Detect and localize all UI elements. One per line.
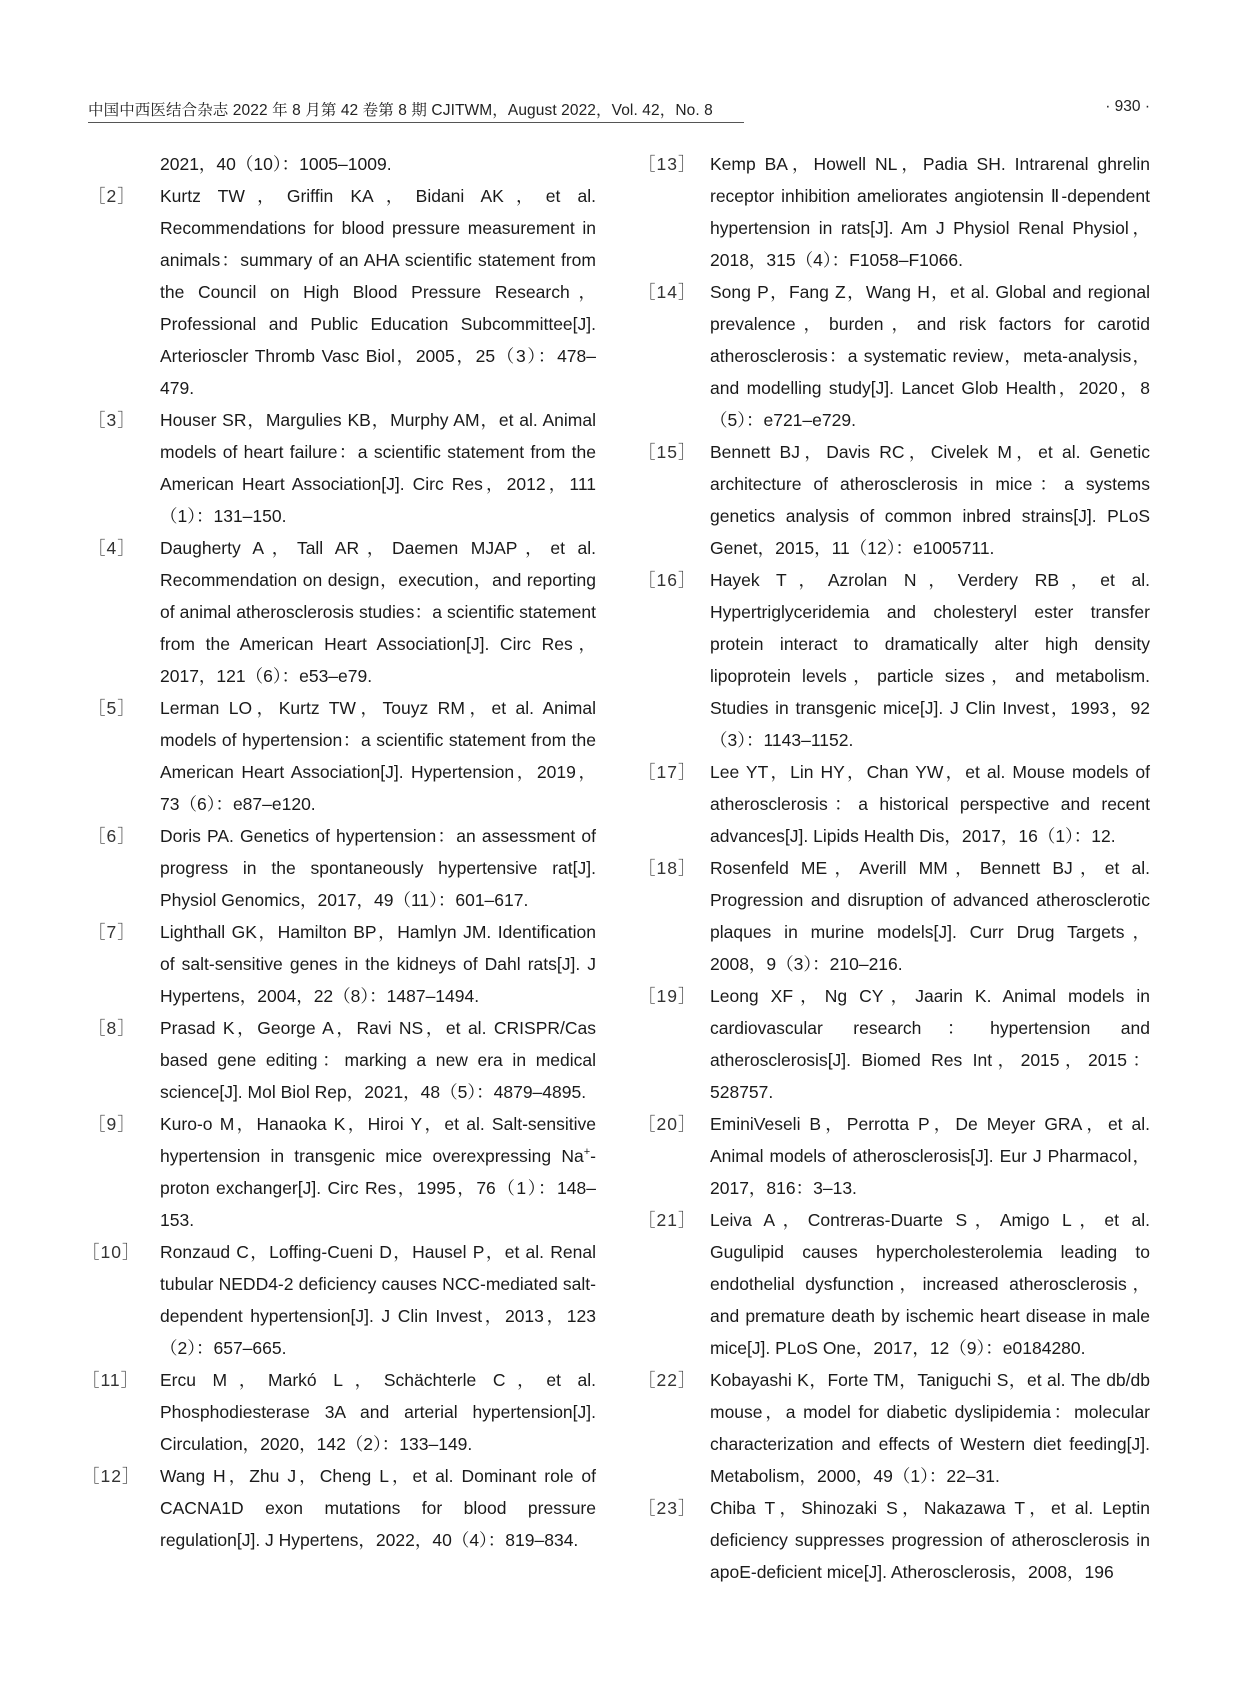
superscript-plus: + <box>583 1146 591 1159</box>
reference-number: ［14］ <box>638 282 697 302</box>
reference-text: Bennett BJ，Davis RC，Civelek M，et al. Genetic architecture of atherosclerosis in mice：a systems genetics analysis of common inbred strains[J]. PLoS Genet，2015，11（12）：e1005711. <box>710 442 1150 558</box>
reference-number: ［21］ <box>638 1210 697 1230</box>
reference-item <box>82 1236 596 1364</box>
reference-text: EminiVeseli B，Perrotta P，De Meyer GRA，et al. Animal models of atherosclerosis[J]. Eur J Pharmacol，2017，816：3–13. <box>710 1114 1150 1198</box>
reference-text: Ronzaud C，Loffing-Cueni D，Hausel P，et al. Renal tubular NEDD4-2 deficiency causes NCC-mediated salt-dependent hypertension[J]. J Clin Invest，2013，123（2）：657–665. <box>160 1242 596 1358</box>
reference-text: Kobayashi K，Forte TM，Taniguchi S，et al. The db/db mouse，a model for diabetic dyslipidemia：molecular characterization and effects of Western diet feeding[J]. Metabolism，2000，49（1）：22–31. <box>710 1370 1150 1486</box>
reference-item <box>88 532 596 692</box>
reference-item <box>638 1108 1150 1204</box>
reference-number: ［11］ <box>82 1370 140 1390</box>
reference-text: Lighthall GK，Hamilton BP，Hamlyn JM. Identification of salt-sensitive genes in the kidneys of Dahl rats[J]. J Hypertens，2004，22（8）：1487–1494. <box>160 922 596 1006</box>
reference-number: ［10］ <box>82 1242 141 1262</box>
reference-number: ［9］ <box>88 1114 136 1134</box>
reference-text-part: -proton exchanger[J]. Circ Res，1995，76（1）：148–153. <box>160 1146 596 1230</box>
reference-item <box>88 180 596 404</box>
journal-line: 中国中西医结合杂志 2022 年 8 月第 42 卷第 8 期 CJITWM，August 2022，Vol. 42，No. 8 <box>88 102 713 119</box>
reference-number: ［5］ <box>88 698 136 718</box>
reference-item <box>88 820 596 916</box>
reference-item <box>638 1364 1150 1492</box>
reference-text-part: Kuro-o M，Hanaoka K，Hiroi Y，et al. Salt-sensitive hypertension in transgenic mice overexpressing Na <box>160 1114 596 1166</box>
reference-number: ［22］ <box>638 1370 697 1390</box>
reference-number: ［20］ <box>638 1114 697 1134</box>
reference-number: ［2］ <box>88 186 136 206</box>
reference-item <box>638 564 1150 756</box>
reference-text: Leong XF，Ng CY，Jaarin K. Animal models in cardiovascular research：hypertension and atherosclerosis[J]. Biomed Res Int，2015，2015：528757. <box>710 986 1150 1102</box>
reference-text: Ercu M，Markó L，Schächterle C，et al. Phosphodiesterase 3A and arterial hypertension[J]. Circulation，2020，142（2）：133–149. <box>160 1370 596 1454</box>
reference-text: Doris PA. Genetics of hypertension：an assessment of progress in the spontaneously hypertensive rat[J]. Physiol Genomics，2017，49（11）：601–617. <box>160 826 596 910</box>
reference-text: Houser SR，Margulies KB，Murphy AM，et al. Animal models of heart failure：a scientific statement from the American Heart Association[J]. Circ Res，2012，111（1）：131–150. <box>160 410 596 526</box>
continuation-text: 2021，40（10）：1005–1009. <box>160 154 392 174</box>
reference-item <box>88 916 596 1012</box>
reference-item <box>88 1012 596 1108</box>
reference-number: ［12］ <box>82 1466 141 1486</box>
reference-item <box>638 1204 1150 1364</box>
reference-number: ［8］ <box>88 1018 136 1038</box>
reference-item <box>638 980 1150 1108</box>
right-column <box>638 148 1150 1588</box>
header-rule <box>88 122 744 123</box>
reference-text: Daugherty A，Tall AR，Daemen MJAP，et al. Recommendation on design，execution，and reporting of animal atherosclerosis studies：a scientific statement from the American Heart Association[J]. Circ Res，2017，121（6）：e53–e79. <box>160 538 596 686</box>
reference-text: Wang H，Zhu J，Cheng L，et al. Dominant role of CACNA1D exon mutations for blood pressure regulation[J]. J Hypertens，2022，40（4）：819–834. <box>160 1466 596 1550</box>
reference-number: ［17］ <box>638 762 697 782</box>
reference-item <box>638 148 1150 276</box>
reference-number: ［3］ <box>88 410 136 430</box>
reference-item <box>82 1364 596 1460</box>
reference-text: Lerman LO，Kurtz TW，Touyz RM，et al. Animal models of hypertension：a scientific statement from the American Heart Association[J]. Hypertension，2019，73（6）：e87–e120. <box>160 698 596 814</box>
reference-text: Kemp BA，Howell NL，Padia SH. Intrarenal ghrelin receptor inhibition ameliorates angiotensin Ⅱ-dependent hypertension in rats[J]. Am J Physiol Renal Physiol，2018，315（4）：F1058–F1066. <box>710 154 1150 270</box>
running-header <box>88 98 1150 124</box>
reference-item <box>638 756 1150 852</box>
reference-number: ［23］ <box>638 1498 697 1518</box>
reference-text: Song P，Fang Z，Wang H，et al. Global and regional prevalence，burden，and risk factors for carotid atherosclerosis：a systematic review，meta-analysis，and modelling study[J]. Lancet Glob Health，2020，8（5）：e721–e729. <box>710 282 1150 430</box>
reference-number: ［4］ <box>88 538 136 558</box>
reference-text <box>160 1108 596 1236</box>
reference-item <box>638 852 1150 980</box>
left-column <box>82 148 596 1556</box>
reference-text: Rosenfeld ME，Averill MM，Bennett BJ，et al. Progression and disruption of advanced atherosclerotic plaques in murine models[J]. Curr Drug Targets，2008，9（3）：210–216. <box>710 858 1150 974</box>
reference-item <box>88 404 596 532</box>
page-number: · 930 · <box>1105 98 1150 115</box>
reference-number: ［19］ <box>638 986 697 1006</box>
reference-number: ［15］ <box>638 442 697 462</box>
reference-number: ［13］ <box>638 154 697 174</box>
reference-text: Hayek T，Azrolan N，Verdery RB，et al. Hypertriglyceridemia and cholesteryl ester transfer protein interact to dramatically alter high density lipoprotein levels，particle sizes，and metabolism. Studies in transgenic mice[J]. J Clin Invest，1993，92（3）：1143–1152. <box>710 570 1150 750</box>
reference-item <box>638 1492 1150 1588</box>
reference-number: ［16］ <box>638 570 697 590</box>
reference-item <box>88 1108 596 1236</box>
reference-number: ［7］ <box>88 922 136 942</box>
reference-number: ［6］ <box>88 826 136 846</box>
reference-item <box>638 276 1150 436</box>
reference-text: Lee YT，Lin HY，Chan YW，et al. Mouse models of atherosclerosis：a historical perspective and recent advances[J]. Lipids Health Dis，2017，16（1）：12. <box>710 762 1150 846</box>
reference-item <box>82 1460 596 1556</box>
reference-text: Kurtz TW，Griffin KA，Bidani AK，et al. Recommendations for blood pressure measurement in animals：summary of an AHA scientific statement from the Council on High Blood Pressure Research，Professional and Public Education Subcommittee[J]. Arterioscler Thromb Vasc Biol，2005，25（3）：478–479. <box>160 186 596 398</box>
reference-number: ［18］ <box>638 858 697 878</box>
reference-text: Chiba T，Shinozaki S，Nakazawa T，et al. Leptin deficiency suppresses progression of atherosclerosis in apoE-deficient mice[J]. Atherosclerosis，2008，196 <box>710 1498 1150 1582</box>
reference-item <box>88 692 596 820</box>
reference-text: Prasad K，George A，Ravi NS，et al. CRISPR/Cas based gene editing：marking a new era in medical science[J]. Mol Biol Rep，2021，48（5）：4879–4895. <box>160 1018 596 1102</box>
reference-item <box>638 436 1150 564</box>
reference-text: Leiva A，Contreras-Duarte S，Amigo L，et al. Gugulipid causes hypercholesterolemia leading to endothelial dysfunction，increased atherosclerosis，and premature death by ischemic heart disease in male mice[J]. PLoS One，2017，12（9）：e0184280. <box>710 1210 1150 1358</box>
